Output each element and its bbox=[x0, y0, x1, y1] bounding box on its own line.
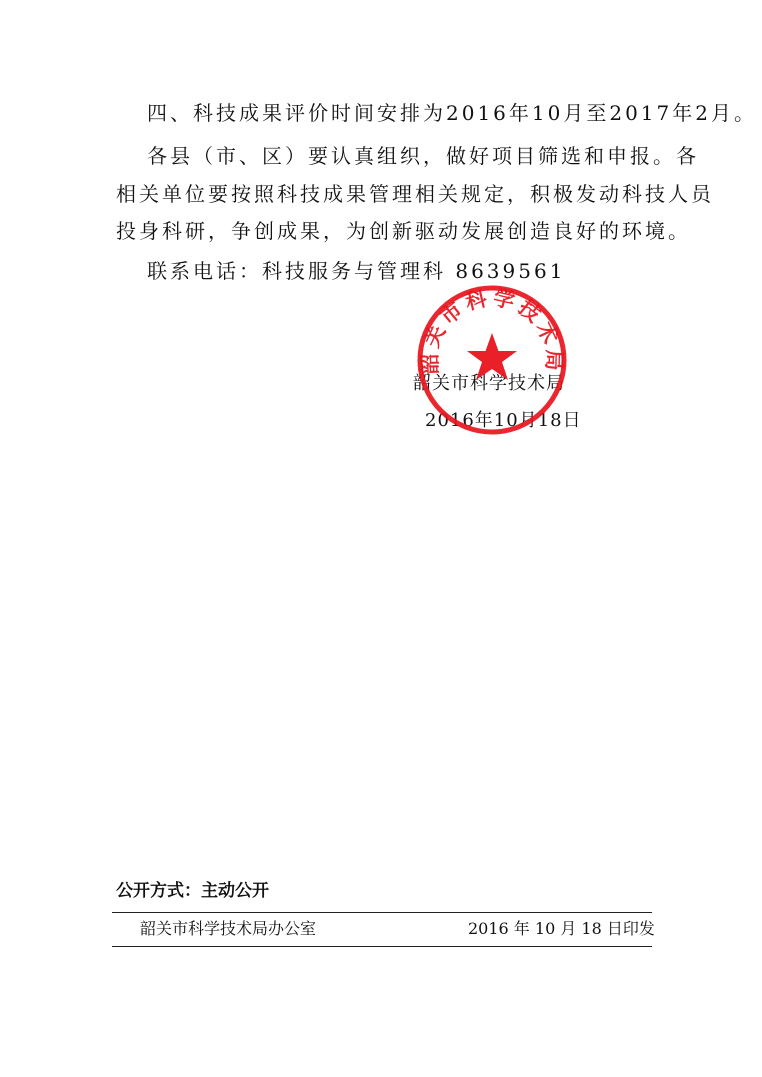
seal-star-icon bbox=[467, 333, 517, 380]
disclosure-label: 公开方式：主动公开 bbox=[116, 881, 269, 901]
signature-date: 2016年10月18日 bbox=[425, 410, 582, 431]
item-four-schedule: 四、科技成果评价时间安排为2016年10月至2017年2月。 bbox=[147, 101, 757, 125]
contact-phone: 联系电话：科技服务与管理科 8639561 bbox=[147, 259, 566, 283]
signature-organization: 韶关市科学技术局 bbox=[413, 373, 565, 394]
paragraph-line-1: 各县（市、区）要认真组织，做好项目筛选和申报。各 bbox=[147, 144, 699, 168]
paragraph-line-3: 投身科研，争创成果，为创新驱动发展创造良好的环境。 bbox=[116, 219, 691, 243]
footer-issuer: 韶关市科学技术局办公室 bbox=[140, 919, 317, 938]
footer-bottom-rule bbox=[112, 946, 652, 947]
official-seal-stamp bbox=[415, 283, 569, 437]
paragraph-line-2: 相关单位要按照科技成果管理相关规定，积极发动科技人员 bbox=[116, 182, 714, 206]
seal-text: 韶关市科学技术局 bbox=[417, 285, 567, 375]
footer-top-rule bbox=[112, 912, 652, 913]
footer-issue-date: 2016 年 10 月 18 日印发 bbox=[468, 919, 655, 938]
